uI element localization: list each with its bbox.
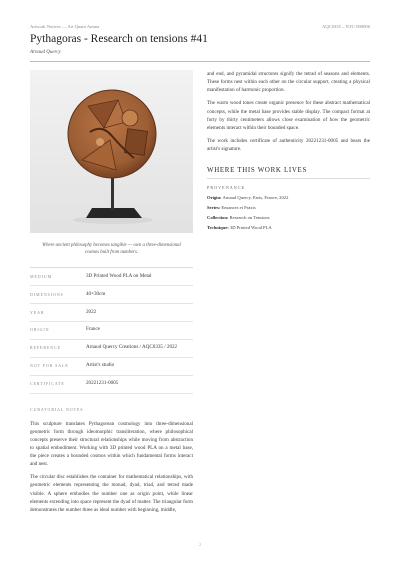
provenance-key: Series: <box>207 205 221 211</box>
where-work-lives-heading: WHERE THIS WORK LIVES <box>207 167 307 175</box>
site-name: Artwork Notices — Art Quant Anima <box>30 24 100 29</box>
left-column <box>30 70 193 514</box>
spec-label: REFERENCE <box>30 345 61 351</box>
spec-row-medium <box>30 268 193 286</box>
photo-caption: Where ancient philosophy becomes tangible — own a three-dimensional cosmos built from numbers. <box>42 243 181 256</box>
spec-value: 2022 <box>86 308 97 315</box>
provenance-key: Collection: <box>207 215 229 221</box>
spec-row-availability <box>30 358 193 376</box>
curatorial-paragraph: The circular disc establishes the container for mathematical relationships, with geometric elements representing the monad, dyad, triad, and tetrad made visible. A sphere embodies the number one as origin point, while linear elements extending into space represent the dyad of matter. The triangular form demonstrates the number three as ideal number with beginning, middle, <box>30 474 193 513</box>
metal-stand <box>111 174 114 210</box>
provenance-key: Technique: <box>207 225 229 231</box>
provenance-collection <box>207 215 370 220</box>
provenance-value: 3D Printed Wood PLA <box>229 225 272 231</box>
small-sphere <box>96 138 104 146</box>
sculpture-illustration <box>30 70 193 233</box>
spec-row-reference <box>30 340 193 358</box>
spec-row-certificate <box>30 376 193 394</box>
curatorial-paragraph: The warm wood tones create organic presence for these abstract mathematical concepts, while the metal base provides stable display. The compact format at forty by thirty centimeters allows close examination of how the geometric elements interact within their bounded space. <box>207 100 370 131</box>
reference-code: AQC0335 – NTC-000006 <box>322 24 370 29</box>
spec-value: Artist's studio <box>86 362 115 369</box>
provenance-value: Ensances et Praxis <box>221 205 256 211</box>
provenance-key: Origin: <box>207 195 222 201</box>
provenance-technique <box>207 225 370 230</box>
spec-label: MEDIUM <box>30 273 53 279</box>
page-title: Pythagoras - Research on tensions #41 <box>30 33 208 45</box>
spec-value: France <box>86 326 100 333</box>
spec-row-year <box>30 304 193 322</box>
provenance-value: Research on Tensions <box>229 215 270 221</box>
artwork-photo <box>30 70 193 233</box>
spec-label: YEAR <box>30 309 45 315</box>
sphere-form <box>122 110 138 126</box>
provenance-label: PROVENANCE <box>207 185 246 191</box>
spec-value: Arnaud Quercy Creations / AQC0335 / 2022 <box>86 344 178 351</box>
spec-label: NOT FOR SALE <box>30 363 69 369</box>
spec-label: DIMENSIONS <box>30 291 64 297</box>
artist-name: Arnaud Quercy <box>30 50 61 55</box>
right-column <box>207 70 370 230</box>
spec-value: 20221231-0005 <box>86 380 119 387</box>
provenance-value: Arnaud Quercy, Paris, France, 2022 <box>222 195 289 201</box>
curatorial-paragraph: The work includes certificate of authenticity 20221231-0005 and bears the artist's signature. <box>207 137 370 153</box>
cube-form <box>124 129 147 156</box>
spec-table <box>30 267 193 393</box>
curatorial-paragraph: and end, and pyramidal structures signify the tetrad of seasons and elements. These forms nest within each other on the circular support, creating a physical manifestation of harmonic proportion. <box>207 71 370 94</box>
spec-row-origin <box>30 322 193 340</box>
spec-value: 3D Printed Wood PLA on Metal <box>86 272 152 279</box>
curatorial-notes-heading: CURATORIAL NOTES <box>30 406 84 412</box>
header-divider <box>30 61 370 62</box>
spec-row-dimensions <box>30 286 193 304</box>
provenance-origin <box>207 195 370 200</box>
spec-label: ORIGIN <box>30 327 50 333</box>
page-number: 2 <box>198 542 202 547</box>
provenance-series <box>207 205 370 210</box>
spec-label: CERTIFICATE <box>30 381 65 387</box>
section-divider <box>207 178 370 179</box>
top-bar <box>30 24 370 29</box>
curatorial-paragraph: This sculpture translates Pythagorean cosmology into three-dimensional geometric form through ideomorphic transliteration, where philosophical concepts preserve their structural relationships while moving from abstraction to spatial embodiment. Working with 3D printed wood PLA on a metal base, the piece creates a bounded cosmos within which fundamental forms interact and nest. <box>30 420 193 468</box>
spec-value: 40×30cm <box>86 290 106 297</box>
